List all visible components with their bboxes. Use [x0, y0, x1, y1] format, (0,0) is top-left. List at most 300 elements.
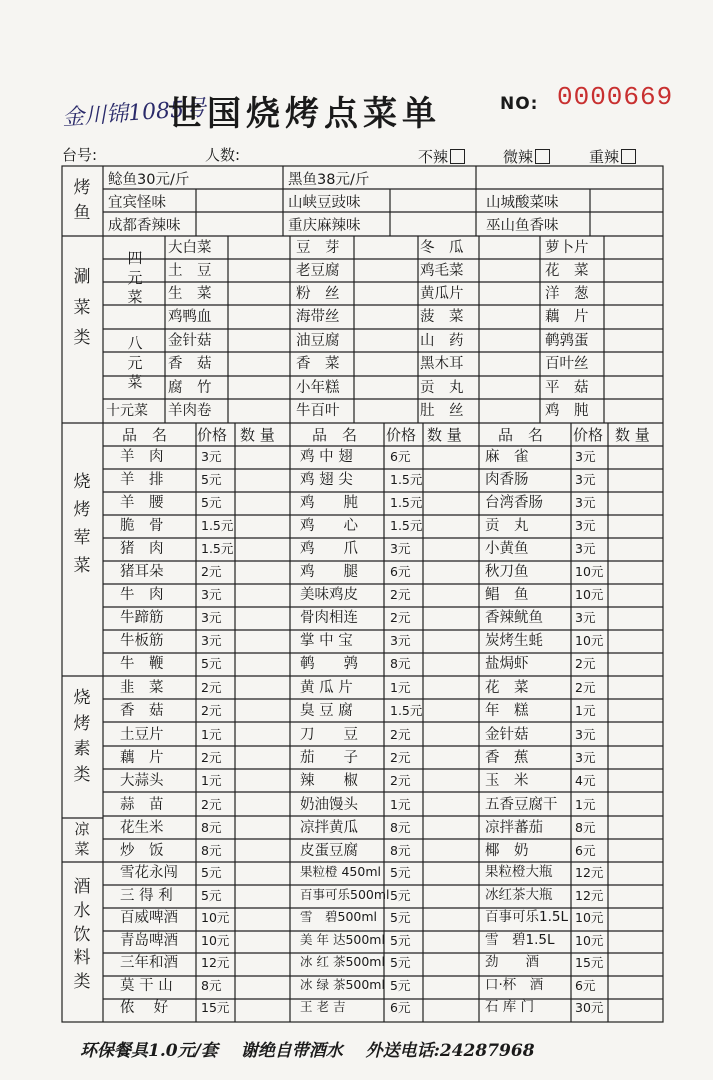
col-header-name: 品 名 [498, 426, 544, 444]
quantity-input[interactable] [434, 450, 474, 468]
quantity-input[interactable] [619, 774, 659, 792]
cat-char: 类 [73, 328, 91, 349]
menu-item-name: 椰 奶 [485, 843, 529, 860]
sub-char: 元 [127, 353, 143, 372]
fish-item: 巫山鱼香味 [486, 218, 559, 234]
menu-item-price: 10元 [575, 564, 604, 579]
quantity-input[interactable] [245, 728, 285, 746]
menu-item-price: 8元 [201, 819, 222, 835]
menu-item-name: 香 蕉 [485, 749, 529, 766]
quantity-input[interactable] [434, 956, 474, 974]
menu-item-price: 1元 [201, 773, 222, 789]
hotpot-veg-item: 鹌鹑蛋 [545, 333, 589, 349]
fish-item: 山峡豆豉味 [288, 195, 361, 211]
col-header-qty: 数 量 [240, 426, 275, 444]
menu-item-price: 1元 [390, 796, 411, 812]
hotpot-veg-item: 黄瓜片 [420, 286, 464, 302]
quantity-input[interactable] [434, 681, 474, 699]
menu-item-price: 4元 [575, 773, 596, 789]
menu-item-name: 脆 骨 [120, 518, 164, 534]
menu-item-name: 百威啤酒 [120, 910, 178, 926]
hotpot-veg-item: 肚 丝 [420, 403, 464, 419]
hotpot-veg-item: 洋 葱 [545, 286, 589, 302]
col-header-qty: 数 量 [427, 426, 462, 444]
quantity-input[interactable] [245, 774, 285, 792]
menu-item-name: 果粒橙大瓶 [485, 864, 553, 880]
cat-char: 菜 [73, 556, 91, 577]
hotpot-veg-item: 藕 片 [545, 309, 589, 325]
quantity-input[interactable] [619, 450, 659, 468]
menu-item-price: 2元 [390, 610, 411, 625]
menu-item-price: 2元 [390, 587, 411, 602]
cat-char: 类 [73, 764, 91, 785]
menu-item-name: 鸡 心 [300, 518, 358, 534]
menu-item-name: 猪 肉 [120, 541, 164, 557]
menu-item-price: 1元 [575, 796, 596, 812]
hotpot-veg-item: 贡 丸 [420, 380, 464, 396]
quantity-input[interactable] [434, 496, 474, 514]
quantity-input[interactable] [245, 657, 285, 675]
quantity-input[interactable] [619, 934, 659, 952]
hotpot-veg-item: 鸡毛菜 [420, 263, 464, 279]
menu-item-price: 2元 [575, 680, 596, 695]
menu-item-name: 韭 菜 [120, 680, 164, 696]
menu-item-name: 麻 雀 [485, 449, 529, 465]
menu-item-price: 1.5元 [390, 703, 423, 719]
menu-item-name: 羊 肉 [120, 449, 164, 465]
hotpot-veg-item: 香 菇 [168, 356, 212, 372]
menu-item-price: 3元 [201, 449, 222, 464]
cat-char: 荤 [73, 528, 91, 549]
sub-char: 菜 [127, 373, 143, 391]
hotpot-veg-item: 羊肉卷 [168, 403, 212, 419]
menu-item-price: 5元 [390, 910, 411, 925]
quantity-input[interactable] [245, 889, 285, 907]
menu-item-name: 猪耳朵 [120, 564, 164, 580]
menu-item-name: 辣 椒 [300, 773, 358, 790]
col-header-price: 价格 [386, 426, 417, 444]
menu-item-name: 香辣鱿鱼 [485, 610, 543, 626]
menu-item-price: 1元 [201, 726, 222, 742]
cat-char: 水 [73, 900, 91, 921]
sub-char: 四 [127, 249, 143, 267]
menu-item-price: 3元 [201, 633, 222, 648]
menu-item-price: 15元 [575, 955, 604, 970]
quantity-input[interactable] [619, 588, 659, 606]
menu-item-name: 牛蹄筋 [120, 610, 164, 626]
quantity-input[interactable] [619, 1001, 659, 1019]
menu-item-price: 12元 [575, 865, 604, 880]
menu-item-price: 12元 [201, 955, 230, 970]
fish-item: 成都香辣味 [108, 218, 181, 234]
menu-item-price: 2元 [201, 749, 222, 765]
quantity-input[interactable] [434, 542, 474, 560]
fish-item: 重庆麻辣味 [288, 218, 361, 234]
menu-item-price: 2元 [201, 703, 222, 719]
quantity-input[interactable] [619, 473, 659, 491]
menu-item-name: 鸡 爪 [300, 541, 358, 557]
quantity-input[interactable] [434, 911, 474, 929]
menu-item-name: 黄 瓜 片 [300, 680, 353, 696]
menu-item-price: 3元 [575, 726, 596, 742]
footer-note: 环保餐具1.0元/套 谢绝自带酒水 外送电话:24287968 [80, 1041, 535, 1061]
menu-item-name: 炒 饭 [120, 843, 164, 860]
quantity-input[interactable] [619, 704, 659, 722]
menu-item-price: 5元 [390, 932, 411, 948]
col-header-name: 品 名 [312, 426, 358, 444]
hotpot-veg-item: 土 豆 [168, 263, 212, 279]
menu-item-name: 牛板筋 [120, 633, 164, 649]
quantity-input[interactable] [434, 844, 474, 862]
hotpot-veg-item: 冬 瓜 [420, 240, 464, 256]
menu-item-price: 8元 [201, 843, 222, 859]
menu-item-price: 6元 [390, 449, 411, 464]
hotpot-veg-item: 油豆腐 [296, 333, 340, 349]
quantity-input[interactable] [434, 565, 474, 583]
menu-item-name: 三年和酒 [120, 955, 178, 971]
menu-item-price: 5元 [201, 472, 222, 487]
hotpot-veg-item: 腐 竹 [168, 380, 212, 396]
quantity-input[interactable] [619, 979, 659, 997]
menu-item-name: 百事可乐500ml [300, 886, 390, 902]
menu-item-name: 小黄鱼 [485, 541, 529, 557]
quantity-input[interactable] [245, 565, 285, 583]
menu-item-name: 皮蛋豆腐 [300, 843, 358, 860]
fish-item: 宜宾怪味 [108, 195, 166, 211]
menu-item-name: 冰 红 茶500ml [300, 954, 385, 969]
hotpot-veg-item: 小年糕 [296, 380, 340, 396]
menu-item-price: 6元 [575, 843, 596, 859]
sub-char: 元 [127, 268, 143, 287]
quantity-input[interactable] [434, 473, 474, 491]
menu-item-price: 10元 [575, 633, 604, 648]
cat-char: 涮 [73, 267, 91, 287]
quantity-input[interactable] [434, 704, 474, 722]
menu-item-name: 贡 丸 [485, 518, 529, 534]
hotpot-veg-item: 花 菜 [545, 263, 589, 279]
col-header-qty: 数 量 [615, 426, 650, 444]
quantity-input[interactable] [434, 519, 474, 537]
menu-item-name: 鸡 肫 [300, 495, 358, 511]
quantity-input[interactable] [434, 588, 474, 606]
menu-item-price: 2元 [390, 773, 411, 789]
fish-item: 山城酸菜味 [486, 195, 559, 211]
menu-item-price: 10元 [575, 587, 604, 602]
menu-item-name: 藕 片 [120, 749, 164, 766]
menu-item-price: 5元 [201, 495, 222, 510]
menu-item-price: 2元 [201, 680, 222, 695]
menu-item-price: 1元 [390, 680, 411, 695]
category-cold-dish [70, 820, 94, 859]
menu-item-name: 花 菜 [485, 680, 529, 696]
quantity-input[interactable] [619, 844, 659, 862]
menu-item-name: 冰 绿 茶500ml [300, 976, 385, 992]
quantity-input[interactable] [245, 681, 285, 699]
quantity-input[interactable] [434, 821, 474, 839]
hotpot-veg-item: 鸡鸭血 [168, 309, 212, 325]
hotpot-veg-item: 豆 芽 [296, 240, 340, 256]
subcat-4yuan [126, 249, 144, 308]
quantity-input[interactable] [245, 1001, 285, 1019]
menu-item-name: 秋刀鱼 [485, 564, 529, 580]
hotpot-veg-item: 菠 菜 [420, 309, 464, 325]
menu-item-price: 5元 [201, 865, 222, 880]
menu-item-price: 2元 [201, 564, 222, 579]
menu-item-name: 凉拌蕃茄 [485, 819, 543, 836]
quantity-input[interactable] [245, 956, 285, 974]
menu-item-name: 金针菇 [485, 726, 529, 743]
quantity-input[interactable] [619, 866, 659, 884]
category-grilled-fish [70, 176, 94, 225]
menu-item-price: 8元 [390, 843, 411, 859]
quantity-input[interactable] [619, 821, 659, 839]
quantity-input[interactable] [434, 657, 474, 675]
hotpot-veg-item: 平 菇 [545, 380, 589, 396]
menu-item-name: 百事可乐1.5L [485, 909, 568, 925]
quantity-input[interactable] [619, 728, 659, 746]
menu-item-price: 6元 [575, 977, 596, 993]
menu-item-name: 鸡 腿 [300, 564, 358, 580]
menu-item-name: 侬 好 [120, 1000, 169, 1016]
order-number: 0000669 [557, 82, 674, 112]
menu-item-name: 雪花永闯 [120, 865, 178, 881]
hotpot-veg-item: 生 菜 [168, 286, 212, 302]
menu-item-price: 8元 [201, 977, 222, 993]
menu-item-name: 五香豆腐干 [485, 796, 558, 813]
sub-char: 八 [127, 334, 143, 352]
spice-none-label: 不辣 [418, 148, 449, 166]
cat-char: 料 [73, 948, 91, 969]
menu-item-price: 1.5元 [201, 541, 234, 556]
menu-item-name: 台湾香肠 [485, 495, 543, 511]
menu-item-price: 2元 [390, 749, 411, 765]
quantity-input[interactable] [619, 611, 659, 629]
menu-item-price: 15元 [201, 1000, 230, 1015]
menu-item-price: 5元 [390, 865, 411, 880]
spice-mild-label: 微辣 [503, 148, 534, 166]
quantity-input[interactable] [245, 542, 285, 560]
quantity-input[interactable] [434, 611, 474, 629]
menu-item-name: 牛 鞭 [120, 656, 164, 672]
cat-char: 凉 [74, 820, 90, 838]
menu-item-price: 12元 [575, 887, 604, 903]
menu-item-name: 奶油馒头 [300, 796, 358, 813]
quantity-input[interactable] [245, 611, 285, 629]
hotpot-veg-item: 香 菜 [296, 356, 340, 372]
quantity-input[interactable] [619, 911, 659, 929]
cat-char: 菜 [73, 297, 91, 318]
hotpot-veg-item: 粉 丝 [296, 286, 340, 302]
menu-title: 世国烧烤点菜单 [168, 94, 441, 134]
menu-item-name: 刀 豆 [300, 726, 358, 743]
menu-item-name: 鹌 鹑 [300, 656, 358, 672]
hotpot-veg-item: 牛百叶 [296, 403, 340, 419]
menu-item-name: 盐焗虾 [485, 656, 529, 672]
fish-item: 黑鱼38元/斤 [288, 172, 370, 188]
menu-item-name: 臭 豆 腐 [300, 703, 353, 720]
menu-item-price: 3元 [575, 610, 596, 625]
menu-item-name: 骨肉相连 [300, 610, 358, 626]
quantity-input[interactable] [245, 496, 285, 514]
hotpot-veg-item: 金针菇 [168, 333, 212, 349]
hotpot-veg-item: 老豆腐 [296, 263, 340, 279]
quantity-input[interactable] [434, 728, 474, 746]
quantity-input[interactable] [245, 934, 285, 952]
category-grilled-veg [70, 686, 94, 788]
quantity-input[interactable] [619, 681, 659, 699]
menu-item-price: 5元 [390, 955, 411, 970]
cat-char: 鱼 [73, 202, 91, 223]
menu-item-price: 3元 [201, 610, 222, 625]
menu-item-name: 雪 碧500ml [300, 909, 378, 924]
col-header-price: 价格 [573, 426, 604, 444]
category-drinks [70, 876, 94, 995]
quantity-input[interactable] [619, 634, 659, 652]
quantity-input[interactable] [245, 704, 285, 722]
menu-item-name: 年 糕 [485, 703, 529, 720]
menu-item-name: 羊 排 [120, 472, 164, 488]
quantity-input[interactable] [245, 634, 285, 652]
table-number-label: 台号: [62, 146, 98, 164]
cat-char: 烧 [73, 472, 91, 492]
menu-item-name: 雪 碧1.5L [485, 931, 555, 948]
menu-item-name: 香 菇 [120, 703, 164, 720]
menu-item-price: 2元 [390, 726, 411, 742]
quantity-input[interactable] [619, 956, 659, 974]
menu-item-price: 1.5元 [390, 518, 423, 533]
col-header-name: 品 名 [122, 426, 168, 444]
menu-item-name: 果粒橙 450ml [300, 864, 381, 879]
cat-char: 类 [73, 972, 91, 993]
quantity-input[interactable] [245, 979, 285, 997]
menu-item-price: 1元 [575, 703, 596, 719]
menu-item-name: 大蒜头 [120, 773, 164, 790]
menu-item-name: 掌 中 宝 [300, 633, 353, 649]
hotpot-veg-item: 鸡 肫 [545, 403, 589, 419]
menu-item-price: 3元 [390, 541, 411, 556]
quantity-input[interactable] [434, 751, 474, 769]
quantity-input[interactable] [619, 519, 659, 537]
menu-item-price: 1.5元 [201, 518, 234, 533]
menu-item-name: 劲 酒 [485, 954, 539, 970]
quantity-input[interactable] [619, 657, 659, 675]
quantity-input[interactable] [619, 798, 659, 816]
menu-item-price: 5元 [201, 656, 222, 671]
menu-item-price: 2元 [201, 796, 222, 812]
cat-char: 烧 [73, 688, 91, 708]
quantity-input[interactable] [619, 496, 659, 514]
quantity-input[interactable] [245, 844, 285, 862]
quantity-input[interactable] [245, 751, 285, 769]
menu-item-price: 6元 [390, 564, 411, 579]
menu-item-name: 鸡 翅 尖 [300, 472, 353, 488]
menu-item-name: 美 年 达500ml [300, 931, 385, 947]
menu-item-name: 莫 干 山 [120, 977, 173, 994]
hotpot-veg-item: 山 药 [420, 333, 464, 349]
menu-item-price: 1.5元 [390, 495, 423, 510]
subcat-10yuan: 十元菜 [106, 403, 148, 419]
quantity-input[interactable] [434, 634, 474, 652]
menu-item-name: 鲳 鱼 [485, 587, 529, 603]
menu-item-price: 3元 [575, 495, 596, 510]
fish-item: 鲶鱼30元/斤 [108, 172, 190, 188]
quantity-input[interactable] [619, 751, 659, 769]
menu-item-name: 牛 肉 [120, 587, 164, 603]
col-header-price: 价格 [197, 426, 228, 444]
menu-item-price: 30元 [575, 1000, 604, 1015]
quantity-input[interactable] [619, 542, 659, 560]
people-count-label: 人数: [205, 146, 241, 164]
spice-hot-label: 重辣 [589, 148, 620, 166]
quantity-input[interactable] [434, 934, 474, 952]
quantity-input[interactable] [245, 450, 285, 468]
menu-item-name: 炭烤生蚝 [485, 633, 543, 649]
quantity-input[interactable] [434, 889, 474, 907]
menu-item-price: 1.5元 [390, 472, 423, 487]
menu-item-name: 三 得 利 [120, 887, 173, 904]
menu-item-price: 10元 [201, 910, 230, 925]
menu-item-price: 5元 [390, 977, 411, 993]
menu-item-name: 羊 腰 [120, 495, 164, 511]
hotpot-veg-item: 黑木耳 [420, 356, 464, 372]
menu-item-price: 10元 [575, 910, 604, 925]
menu-item-name: 土豆片 [120, 726, 164, 743]
handwritten-note: 金川锦1085号 [61, 96, 207, 131]
quantity-input[interactable] [619, 889, 659, 907]
quantity-input[interactable] [245, 911, 285, 929]
menu-item-price: 2元 [575, 656, 596, 671]
cat-char: 烤 [73, 713, 91, 734]
quantity-input[interactable] [434, 774, 474, 792]
menu-item-name: 玉 米 [485, 773, 529, 790]
menu-item-name: 肉香肠 [485, 472, 529, 488]
quantity-input[interactable] [434, 1001, 474, 1019]
quantity-input[interactable] [245, 866, 285, 884]
menu-item-price: 10元 [201, 932, 230, 948]
quantity-input[interactable] [434, 798, 474, 816]
cat-char: 饮 [73, 924, 91, 945]
menu-item-price: 6元 [390, 1000, 411, 1015]
quantity-input[interactable] [434, 866, 474, 884]
menu-item-price: 10元 [575, 932, 604, 948]
menu-item-name: 茄 子 [300, 749, 358, 766]
quantity-input[interactable] [245, 821, 285, 839]
menu-item-price: 3元 [575, 541, 596, 556]
hotpot-veg-item: 大白菜 [168, 240, 212, 256]
quantity-input[interactable] [245, 798, 285, 816]
menu-item-name: 鸡 中 翅 [300, 449, 353, 465]
menu-item-price: 5元 [390, 887, 411, 903]
quantity-input[interactable] [434, 979, 474, 997]
menu-item-name: 蒜 苗 [120, 796, 164, 813]
quantity-input[interactable] [619, 565, 659, 583]
hotpot-veg-item: 海带丝 [296, 309, 340, 325]
menu-item-price: 3元 [575, 449, 596, 464]
menu-item-price: 3元 [575, 749, 596, 765]
quantity-input[interactable] [245, 519, 285, 537]
quantity-input[interactable] [245, 588, 285, 606]
cat-char: 酒 [73, 877, 91, 897]
quantity-input[interactable] [245, 473, 285, 491]
menu-item-price: 3元 [575, 518, 596, 533]
menu-item-name: 石 库 门 [485, 999, 535, 1015]
subcat-8yuan [126, 334, 144, 393]
category-grilled-meat [70, 468, 94, 580]
menu-item-price: 3元 [575, 472, 596, 487]
cat-char: 烤 [73, 178, 91, 198]
menu-item-price: 8元 [390, 819, 411, 835]
menu-item-price: 8元 [390, 656, 411, 671]
